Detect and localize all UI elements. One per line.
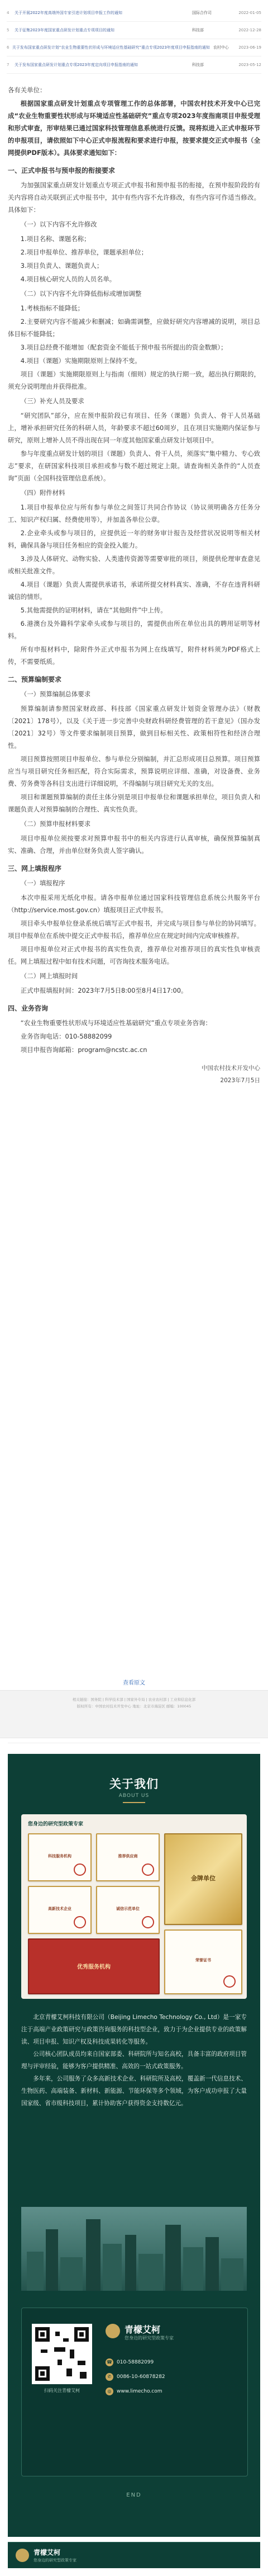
paragraph: 项目申报单位须按要求对预算申报书中的相关内容进行认真审核，确保预算编制真实、准确、合理，并由单位财务负责人签字确认。 [8,834,260,855]
list-item-title[interactable]: 关于发布国家重点研发计划重点专项2023年度定向项目申报指南的通知 [15,63,138,67]
brand-name: 青檬艾柯 [125,2324,161,2335]
list-item-num: 4 [7,11,9,15]
list-item: 1.项目名称、课题名称； [20,235,90,243]
certificate-caption: 诚信示范单位 [116,1907,140,1911]
subsection-heading: （二）以下内容不允许降低指标或增加调整 [20,290,142,298]
list-item-num: 6 [7,45,9,50]
list-item[interactable] [7,39,261,56]
read-original-link[interactable]: 查看原文 [123,1680,145,1686]
list-item: 2.项目申报单位、推荐单位，课题承担单位； [20,248,148,256]
seal-icon [74,1863,86,1876]
paragraph: 项目预算按照项目申报单位、参与单位分别编制，并汇总形成项目总预算。项目预算应当与项目研究任务相匹配，符合实际需求，预算说明应详细、准确，对设备费、业务费、劳务费等各科目支出进行详细说明，不得编制与项目研究无关的支出。 [8,755,260,787]
list-item: 4.项目（课题）负责人需提供承诺书，承诺所提交材料真实、准确，不存在违背科研诚信的情形。 [8,581,260,601]
list-item-num: 7 [7,63,9,67]
subsection-heading: （一）预算编制总体要求 [20,690,91,698]
article-body [8,84,260,1087]
list-item[interactable] [7,56,261,74]
seal-icon [74,1916,86,1928]
tel-value: 010-58882099 [117,2360,154,2365]
about-section [8,1754,260,2537]
brand-logo-icon [16,2549,29,2562]
list-item: 4.项目核心研究人员的人员名单。 [20,275,116,283]
subsection-heading: （二）预算申报材料要求 [20,820,91,828]
list-item-dept: 国际合作司 [192,11,212,15]
list-item-dept: 科技部 [192,28,204,32]
city-skyline-image [21,2207,247,2291]
contact-phone[interactable] [106,2373,165,2381]
certificate-caption: 优秀服务机构 [77,1964,111,1970]
related-links[interactable]: 相关链接：国务院 | 科学技术部 | 国家外专局 | 农业农村部 | 工业和信息化部 [72,1697,196,1702]
intro-paragraph: 根据国家重点研发计划重点专项管理工作的总体部署，中国农村技术开发中心已完成“农业生物重要性状形成与环境适应性基础研究”重点专项2023年度指南项目申报受理和形式审查，形审结果已通过国家科技管理信息系统进行反馈。现将拟进入正式申报环节的申报项目，请依照如下中心正式申报流程和要求进行申报，按要求提交正式申报书（全网提供PDF版本）。具体要求通知如下： [8,100,260,157]
contact-phone: 业务咨询电话：010-58882099 [20,1032,112,1040]
contact-email[interactable]: 项目申报咨询邮箱：program@ncstc.ac.cn [20,1046,147,1054]
list-item[interactable] [7,4,261,22]
paragraph: 本次申报采用无纸化申报。请各申报单位通过国家科技管理信息系统公共服务平台（http://service.most.gov.cn）填报项目正式申报书。 [8,894,260,914]
section-heading: 一、正式申报书与预申报的衔接要求 [8,167,116,174]
brand-logo-icon [106,2324,120,2338]
certificate [96,1886,160,1934]
list-item-title[interactable]: 关于征集2023年度国家重点研发计划重点专项项目的通知 [15,28,114,32]
phone-icon: ☎ [106,2358,113,2366]
list-item-dept: 科技部 [192,63,204,67]
list-item: 5.其他需提供的证明材料，请在“其他附件”中上传。 [20,606,167,614]
paragraph: 正式申报填报时间：2023年7月5日8:00至8月4日17:00。 [20,987,188,994]
phone-value: 0086-10-60878282 [117,2374,165,2380]
subsection-heading: （一）填报程序 [20,879,65,887]
paragraph: “研究团队”部分，应在预申报阶段已有项目、任务（课题）负责人、骨干人员基础上，增补承担研究任务的科研人员，年龄要求不超过60周岁，且在项目实施期内保证参与研究，原则上增补人员不得出现在同一年度其他国家重点研发计划项目中。 [8,412,260,444]
certificate [164,1929,242,1994]
company-intro [21,2011,247,2110]
list-item-date: 2022-12-28 [238,28,261,32]
list-item: 1.项目申报单位应与所有参与单位之间签订共同合作协议（协议须明确各方任务分工、知识产权归属、经费使用等），并加盖各单位公章。 [8,503,260,523]
list-item: 4.项目（课题）实施期限原则上保持不变。 [20,357,141,365]
seal-icon [142,1863,154,1876]
list-item-num: 5 [7,28,9,32]
contact-web[interactable] [106,2388,162,2395]
paragraph: 预算编制请参照国家财政部、科技部《国家重点研发计划资金管理办法》（财教〔2021〕178号），以及《关于进一步完善中央财政科研经费管理的若干意见》（国办发〔2021〕32号）等文件要求编制项目预算，做到目标相关性、政策相符性和经济合理性。 [8,705,260,749]
company-paragraph: 多年来，公司服务了众多高新技术企业、科研院所及高校，覆盖新一代信息技术、生物医药、高端装备、新材料、新能源、节能环保等多个领域，为客户成功申报了大量国家级、省市级科技项目，累计协助客户获得资金支持数亿元。 [21,2075,247,2107]
signature-org: 中国农村技术开发中心 [202,1065,260,1072]
section-heading: 二、预算编制要求 [8,676,62,683]
certificate [28,1886,92,1934]
certificate-caption: 高新技术企业 [48,1907,71,1911]
paragraph: “农业生物重要性状形成与环境适应性基础研究”重点专项业务咨询： [20,1019,212,1027]
contact-tel[interactable] [106,2358,154,2366]
list-item[interactable] [7,22,261,39]
globe-icon: ◎ [106,2388,113,2395]
certificate [164,1833,242,1925]
paragraph: 参与年度重点研发计划的项目（课题）负责人、骨干人员，须落实“集中精力、专心致志”要求，在研国家科技项目承担或参与数不超过规定上限。请查询相关条件的“人员查询”页面（全国科技管理信息系统）。 [8,450,260,482]
bottom-brand-bar [8,2542,260,2568]
honor-label: 您身边的研究型政策专家 [28,1822,84,1827]
subsection-heading: （一）以下内容不允许修改 [20,220,97,228]
list-item-date: 2023-05-12 [238,63,261,67]
signature-date: 2023年7月5日 [220,1077,260,1084]
certificate-caption: 金牌单位 [191,1875,216,1882]
notice-list [0,0,268,74]
title-underline [123,1802,145,1803]
salutation: 各有关单位： [8,86,46,94]
paragraph: 项目牵头申报单位登录系统后填写正式申报书，并完成与项目参与单位的协同填写。项目申报单位在系统中提交正式申报书后，推荐单位应在规定时间内完成审核推荐。 [8,919,260,940]
mobile-icon: ✆ [106,2373,113,2381]
list-item-date: 2023-06-19 [238,45,261,50]
related-links-bar [0,1690,268,1738]
list-item: 2.企业牵头或参与项目的，应提供近一年的财务审计报告及经营状况说明等相关材料，确保具备与项目任务相应的资金投入能力。 [8,529,260,549]
company-paragraph: 公司核心团队成员均来自国家部委、科研院所与知名高校，具备丰富的政府项目管理与评审经验，能够为客户提供精准、高效的一站式政策服务。 [21,2051,247,2070]
list-item-date: 2022-01-05 [238,11,261,15]
list-item: 3.涉及人体研究、动物实验、人类遗传资源等需要审批的项目，须提供伦理审查意见或相关批准文件。 [8,555,260,575]
company-paragraph: 北京青檬艾柯科技有限公司（Beijing Limecho Technology Co., Ltd）是一家专注于高端产业政策研究与政策咨询服务的科技型企业，致力于为企业提供专业的政策解读、项目申报、知识产权及科技成果转化等服务。 [21,2014,247,2045]
qr-code[interactable] [32,2324,92,2384]
certificate-caption: 推荐供应商 [118,1854,138,1858]
list-item-title[interactable]: 关于发布国家重点研发计划“农业生物重要性状形成与环境适应性基础研究”重点专项2023年度项目申报指南的通知 [12,45,210,50]
contact-card [21,2308,248,2476]
paragraph: 项目和课题预算编制的责任主体分别是项目申报单位和课题承担单位，项目负责人和课题负责人对预算编制的合理性、真实性负责。 [8,793,260,813]
paragraph: 项目（课题）实施期限原则上与指南（细则）规定的执行期一致，超出执行期限的，须充分说明理由并获得批准。 [8,370,260,390]
about-title: 关于我们 [109,1777,159,1791]
certificate [96,1833,160,1881]
paragraph: 项目申报单位对正式申报书的真实性负责，推荐单位对推荐项目的真实性负审核责任。网上填报过程中如有技术问题，可咨询技术服务电话。 [8,945,260,965]
section-heading: 三、网上填报程序 [8,865,62,872]
seal-icon [142,1916,154,1928]
end-marker: END [126,2492,142,2498]
paragraph: 为加强国家重点研发计划重点专项正式申报书和预申报书的衔接，在预申报阶段的有关内容将自动关联到正式申报书中，其中有些内容不允许修改，有些内容可作适当修改。具体如下： [8,181,260,214]
list-item: 3.项目总经费不能增加（配套资金不能低于预申报书所提出的资金数额）； [20,343,227,351]
subsection-heading: （四）附件材料 [20,489,65,497]
list-item-dept: 农村中心 [213,45,229,50]
certificate-caption: 荣誉证书 [195,1958,211,1962]
subsection-heading: （二）网上填报时间 [20,972,78,980]
list-item: 6.港澳台及外籍科学家牵头或参与项目的，需提供由所在单位出具的聘用证明等材料。 [8,620,260,640]
certificate-caption: 科技服务机构 [48,1854,71,1858]
list-item: 1.考核指标不能降低； [20,304,84,312]
about-subtitle: ABOUT US [118,1793,150,1799]
subsection-heading: （三）补充人员及要求 [20,397,84,405]
bottom-brand-name: 青檬艾柯 [34,2549,61,2556]
copyright-text: 版权所有：中国农村技术开发中心 地址：北京市海淀区 邮编：100045 [76,1704,192,1709]
list-item: 3.项目负责人、课题负责人； [20,262,103,270]
honor-certificates [21,1814,247,1999]
about-header [8,1754,260,1803]
qr-caption: 扫码关注青檬艾柯 [44,2388,80,2393]
list-item: 2.主要研究内容不能减少和删减；如确需调整，应做好研究内容增减的说明，项目总体目标不能降低； [8,318,260,338]
web-value: www.limecho.com [117,2389,162,2394]
qr-code-icon [35,2327,89,2381]
paragraph: 所有申报材料中，除附件外正式申报书为网上在线填写，附件材料须为PDF格式上传，不需要纸质。 [8,645,260,666]
bottom-brand-slogan: 您身边的研究型政策专家 [34,2558,76,2563]
section-heading: 四、业务咨询 [8,1004,49,1012]
list-item-title[interactable]: 关于开展2022年度高端外国专家引进计划项目申报工作的通知 [15,11,122,15]
brand-slogan: 您身边的研究型政策专家 [125,2336,174,2341]
certificate [28,1938,160,1994]
seal-icon [223,1975,236,1988]
certificate [28,1833,92,1881]
